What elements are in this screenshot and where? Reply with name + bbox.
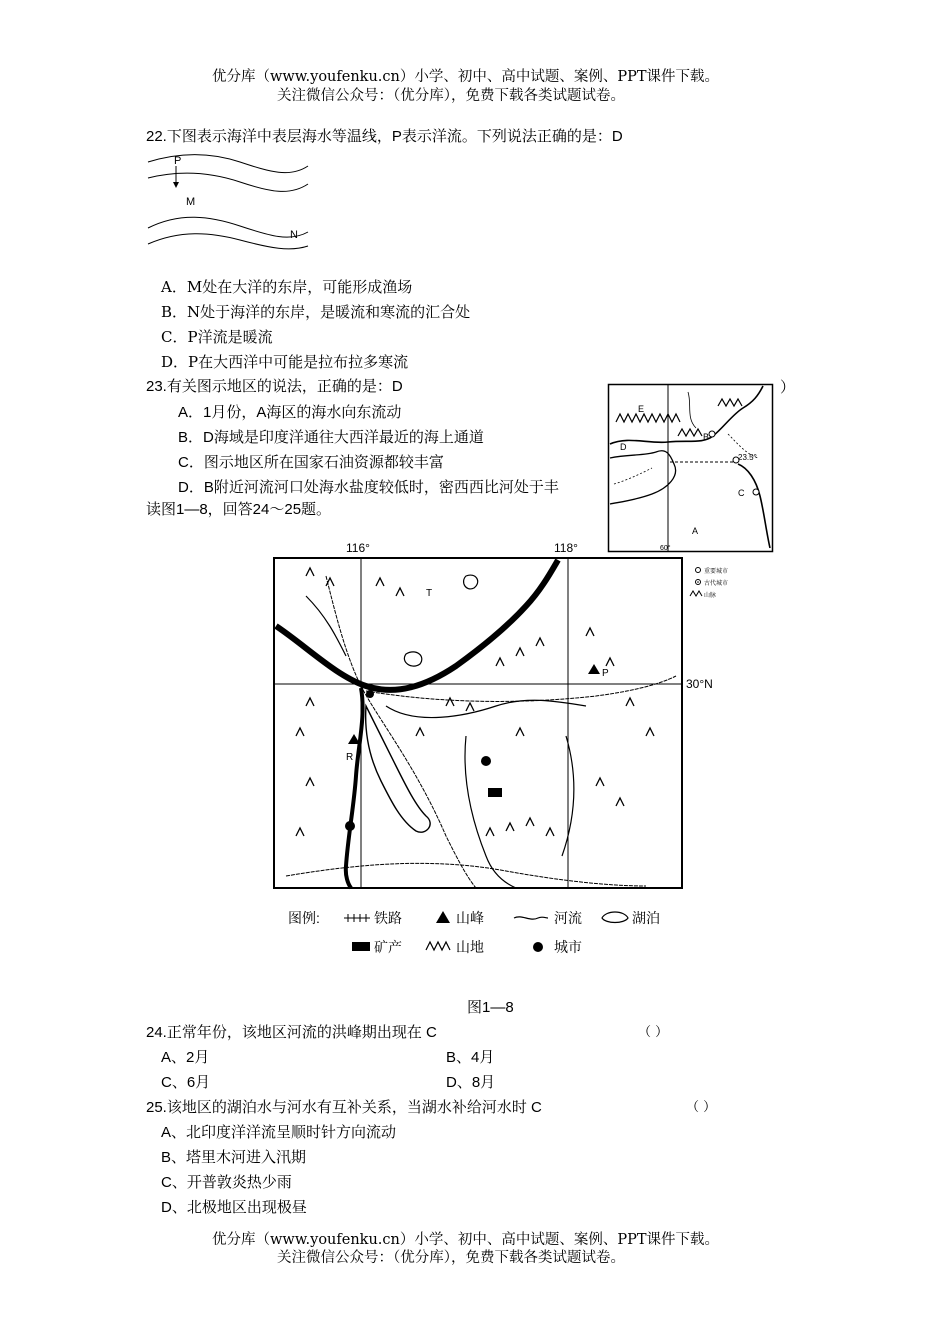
city-1 [481,756,491,766]
fig-legend-river: 河流 [554,910,582,926]
fig-legend-lake: 湖泊 [632,910,660,926]
fig-1-8-caption: 图1—8 [467,999,514,1016]
lake-small-2 [464,575,478,589]
q22-isotherm-diagram [140,150,320,260]
q25-paren: （ ） [686,1100,717,1115]
fig-map-frame [274,558,682,888]
q23-option-a: A．1月份，A海区的海水向东流动 [178,404,402,421]
q24-25-intro: 读图1—8，回答24～25题。 [146,501,332,518]
isotherm-line-3 [148,217,308,237]
map-frame [609,385,773,552]
fig-label-p: P [602,668,609,679]
legend-mountain: 山脉 [704,593,717,599]
map-label-lat: 23.5° [738,453,757,462]
lon-116-label: 116° [346,541,370,555]
current-p-arrowhead [173,182,179,188]
fig-label-t: T [426,588,433,599]
q24-stem: 24.正常年份，该地区河流的洪峰期出现在 C [146,1024,437,1041]
legend-major-city: 重要城市 [704,569,729,575]
footer-line-1: 优分库（www.youfenku.cn）小学、初中、高中试题、案例、PPT课件下载。 [212,1232,720,1248]
fig-legend-mountain-symbol [426,942,450,950]
fig-legend-peak: 山峰 [456,910,484,926]
legend-ancient-city-dot [697,581,699,583]
fig-legend-peak-symbol [436,911,450,923]
q24-option-c: C、6月 [161,1074,211,1091]
q23-option-c: C．图示地区所在国家石油资源都较丰富 [178,454,444,471]
map-label-a: A [692,526,699,536]
q22-option-c: C．P洋流是暖流 [161,328,273,346]
q24-option-d: D、8月 [446,1074,496,1091]
map-label-b: B [703,432,710,442]
fig-legend-river-symbol [514,917,548,919]
label-m: M [186,196,196,208]
footer-line-2: 关注微信公众号：（优分库），免费下载各类试题试卷。 [277,1250,625,1266]
fig-legend-lake-symbol [602,912,628,923]
q22-stem: 22.下图表示海洋中表层海水等温线，P表示洋流。下列说法正确的是：D [146,128,623,145]
header-line-2: 关注微信公众号：（优分库），免费下载各类试题试卷。 [277,88,625,104]
q23-option-b: B．D海域是印度洋通往大西洋最近的海上通道 [178,429,484,446]
lon-118-label: 118° [554,541,578,555]
q24-paren: （ ） [638,1025,669,1040]
city-2 [345,821,355,831]
fig-legend-railway: 铁路 [374,910,402,926]
map-label-e: E [638,404,645,414]
fig-legend-mountain: 山地 [456,939,484,955]
q24-option-b: B、4月 [446,1049,495,1066]
legend-major-city-symbol [696,568,701,573]
fig-legend-city-symbol [533,942,543,952]
fig-legend-mine: 矿产 [374,939,402,955]
fig-label-r: R [346,752,354,763]
fig-legend-railway-symbol [344,914,370,922]
legend-ancient-city: 古代城市 [704,581,729,587]
isotherm-line-2 [148,173,308,191]
q23-option-d: D．B附近河流河口处海水盐度较低时，密西西比河处于丰 [178,479,559,496]
q25-option-c: C、开普敦炎热少雨 [161,1174,292,1191]
q23-stem: 23.有关图示地区的说法，正确的是：D [146,378,403,395]
map-label-c: C [738,488,745,498]
q25-option-b: B、塔里木河进入汛期 [161,1149,307,1166]
q22-option-d: D．P在大西洋中可能是拉布拉多寒流 [161,353,409,371]
q25-option-a: A、北印度洋洋流呈顺时针方向流动 [161,1124,397,1141]
isotherm-line-1 [148,155,308,173]
fig-legend-city: 城市 [554,939,582,955]
fig-legend-title: 图例: [288,910,320,926]
city-3 [366,690,374,698]
map-label-d: D [620,442,627,452]
q25-stem: 25.该地区的湖泊水与河水有互补关系，当湖水补给河水时 C [146,1099,542,1116]
isotherm-line-4 [148,234,308,249]
header-line-1: 优分库（www.youfenku.cn）小学、初中、高中试题、案例、PPT课件下载。 [212,69,720,85]
q22-option-b: B．N处于海洋的东岸，是暖流和寒流的汇合处 [161,303,471,321]
q25-option-d: D、北极地区出现极昼 [161,1199,307,1216]
mine-1 [488,788,502,797]
label-n: N [290,229,298,241]
q23-paren: ） [780,378,796,396]
q24-option-a: A、2月 [161,1049,210,1066]
fig-legend-mine-symbol [352,942,370,951]
map-label-lon: 60° [660,545,671,552]
city-c [753,489,759,495]
lake-small [404,652,421,666]
lat-30-label: 30°N [686,677,713,691]
q22-option-a: A．M处在大洋的东岸，可能形成渔场 [161,278,413,296]
city-b [709,431,715,437]
label-p: P [174,155,182,167]
